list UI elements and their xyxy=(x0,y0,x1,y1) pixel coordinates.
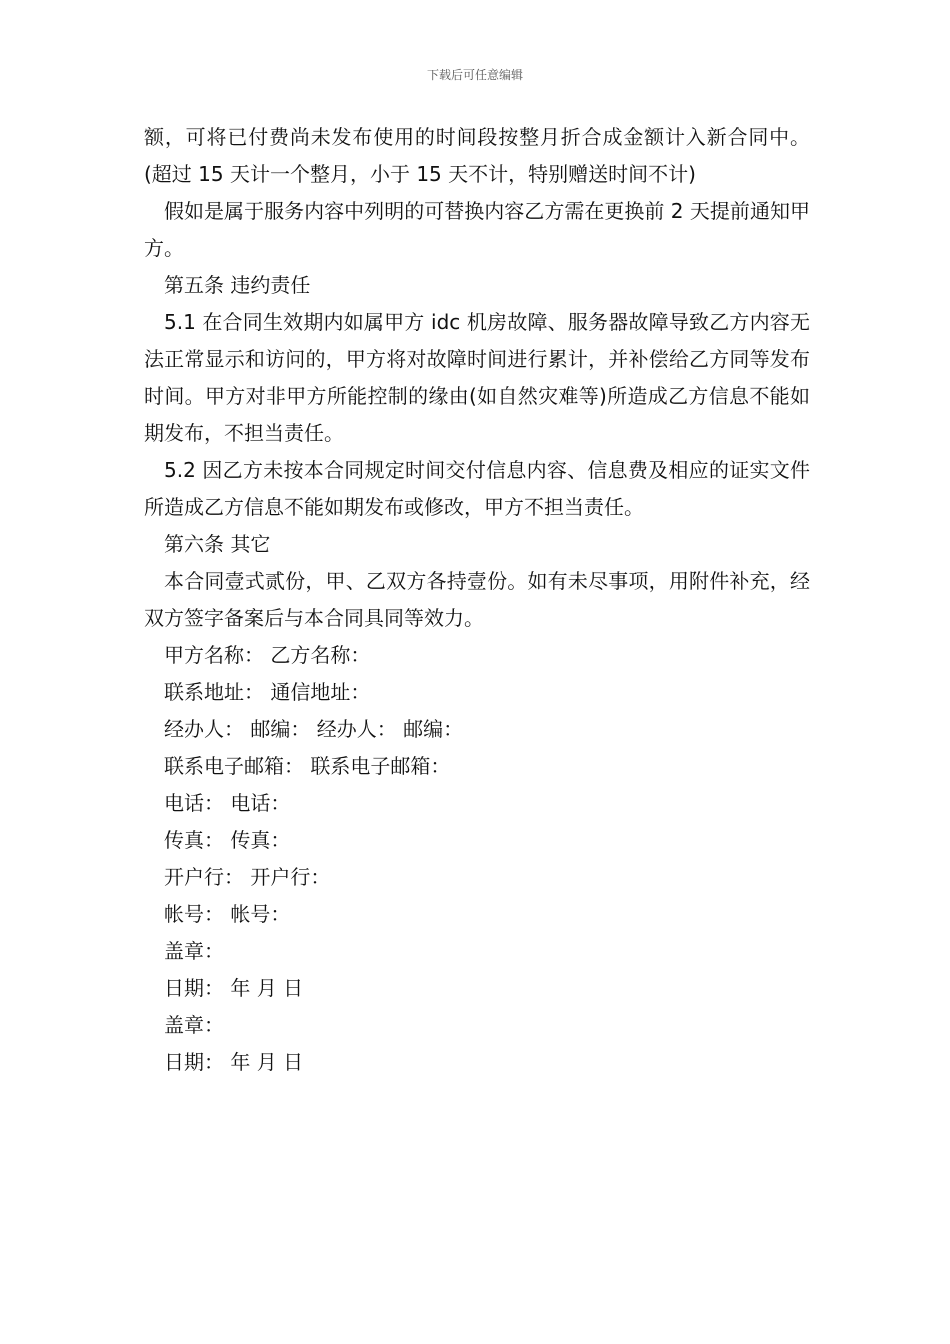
section-heading-6: 第六条 其它 xyxy=(164,532,271,556)
field-party-names: 甲方名称： 乙方名称： xyxy=(164,643,371,667)
document-body xyxy=(144,119,810,1081)
field-addresses: 联系地址： 通信地址： xyxy=(164,680,371,704)
paragraph-1: 额，可将已付费尚未发布使用的时间段按整月折合成金额计入新合同中。(超过 15 天计一个整月，小于 15 天不计，特别赠送时间不计) xyxy=(144,125,810,186)
field-date-1: 日期： 年 月 日 xyxy=(164,976,304,1000)
field-bank: 开户行： 开户行： xyxy=(164,865,331,889)
page-header: 下载后可任意编辑 xyxy=(426,68,523,82)
field-handler-postcode: 经办人： 邮编： 经办人： 邮编： xyxy=(164,717,464,741)
section-heading-5: 第五条 违约责任 xyxy=(164,273,311,297)
field-account: 帐号： 帐号： xyxy=(164,902,291,926)
field-date-2: 日期： 年 月 日 xyxy=(164,1050,304,1074)
field-seal-2: 盖章： xyxy=(164,1013,224,1037)
paragraph-2: 假如是属于服务内容中列明的可替换内容乙方需在更换前 2 天提前通知甲方。 xyxy=(144,199,810,260)
field-seal-1: 盖章： xyxy=(164,939,224,963)
clause-5-2: 5.2 因乙方未按本合同规定时间交付信息内容、信息费及相应的证实文件所造成乙方信息不能如期发布或修改，甲方不担当责任。 xyxy=(144,458,810,519)
clause-5-1: 5.1 在合同生效期内如属甲方 idc 机房故障、服务器故障导致乙方内容无法正常显示和访问的，甲方将对故障时间进行累计，并补偿给乙方同等发布时间。甲方对非甲方所能控制的缘由(如自然灾难等)所造成乙方信息不能如期发布，不担当责任。 xyxy=(144,310,810,445)
field-email: 联系电子邮箱： 联系电子邮箱： xyxy=(164,754,451,778)
clause-6-text: 本合同壹式贰份，甲、乙双方各持壹份。如有未尽事项，用附件补充，经双方签字备案后与本合同具同等效力。 xyxy=(144,569,810,630)
field-phone: 电话： 电话： xyxy=(164,791,291,815)
field-fax: 传真： 传真： xyxy=(164,828,291,852)
